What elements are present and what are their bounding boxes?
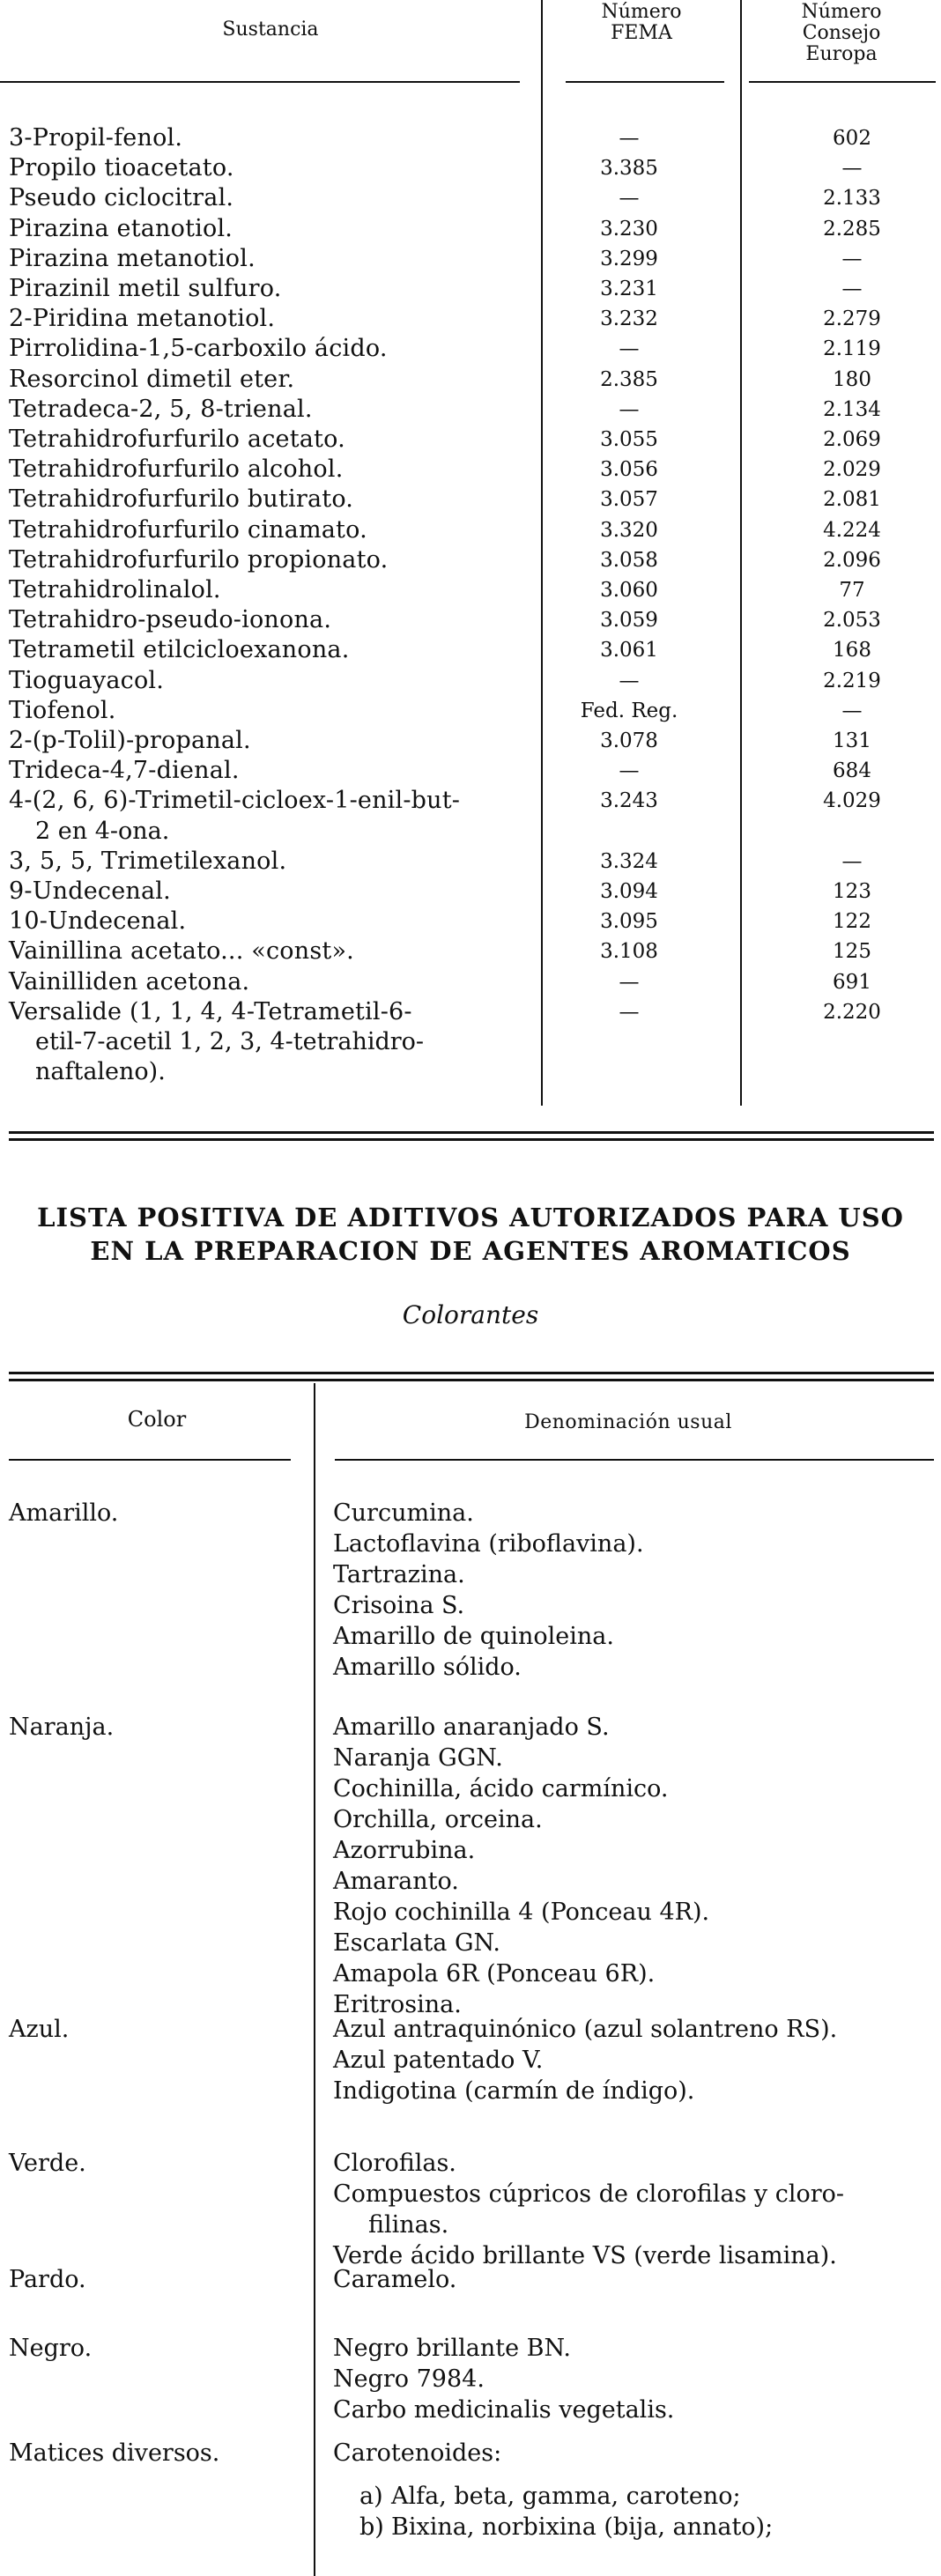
table-row — [0, 786, 941, 845]
table-row — [0, 545, 941, 575]
denomination-item: Naranja GGN. — [333, 1744, 503, 1772]
substance-name: Tetrahidrofurfurilo propionato. — [9, 545, 389, 574]
fema-number: — — [619, 970, 640, 994]
table-row — [0, 515, 941, 545]
denomination-item: Amarillo de quinoleina. — [333, 1623, 614, 1650]
denomination-item: Rojo cochinilla 4 (Ponceau 4R). — [333, 1899, 710, 1926]
table-row — [0, 334, 941, 364]
header-rule — [0, 81, 520, 83]
substance-name: Versalide (1, 1, 4, 4-Tetrametil-6- — [9, 997, 412, 1025]
column-divider — [314, 1383, 315, 2576]
denomination-subitem — [333, 2481, 932, 2512]
consejo-europa-number: 2.134 — [823, 397, 881, 421]
color-name: Verde. — [9, 2150, 86, 2177]
substance-name-continuation: etil-7-acetil 1, 2, 3, 4-tetrahidro- — [35, 1027, 425, 1055]
consejo-europa-number: 2.096 — [823, 548, 881, 572]
consejo-europa-number: 2.220 — [823, 1000, 881, 1024]
fema-number: 3.078 — [600, 729, 658, 752]
substance-name: 10-Undecenal. — [9, 907, 187, 936]
consejo-europa-number: 4.224 — [823, 518, 881, 542]
denomination-item: Orchilla, orceina. — [333, 1806, 543, 1833]
subitem-text: Bixina, norbixina (bija, annato); — [391, 2513, 774, 2541]
fema-number: 3.324 — [600, 849, 658, 873]
substance-name: Pirazina metanotiol. — [9, 244, 256, 272]
fema-number: 3.057 — [600, 488, 658, 512]
table-top-rule — [9, 1372, 934, 1374]
consejo-europa-number: 691 — [833, 970, 871, 994]
fema-number: 3.059 — [600, 609, 658, 633]
substance-name: Propilo tioacetato. — [9, 154, 234, 182]
table-row — [0, 274, 941, 304]
substance-name: 2-(p-Tolil)-propanal. — [9, 727, 251, 754]
table-row — [0, 304, 941, 334]
substance-name: Pseudo ciclocitral. — [9, 184, 234, 212]
fema-number: 3.385 — [600, 157, 658, 181]
fema-number: — — [619, 397, 640, 421]
consejo-europa-number: 2.119 — [823, 337, 881, 361]
fema-number: — — [619, 669, 640, 692]
denomination-item: Negro 7984. — [333, 2365, 485, 2393]
consejo-europa-number: 684 — [833, 759, 871, 783]
fema-number: — — [619, 187, 640, 211]
denomination-list — [333, 2148, 932, 2271]
table-row — [0, 877, 941, 907]
table-row — [0, 907, 941, 936]
section-subtitle: Colorantes — [402, 1300, 539, 1329]
table-row — [0, 485, 941, 514]
fema-number: 3.060 — [600, 579, 658, 602]
header-denominacion: Denominación usual — [524, 1411, 732, 1433]
denomination-item: Verde ácido brillante VS (verde lisamina). — [333, 2242, 837, 2269]
list-title-line-1: LISTA POSITIVA DE ADITIVOS AUTORIZADOS PARA USO — [37, 1203, 904, 1232]
denomination-item: Tartrazina. — [333, 1561, 465, 1588]
header-rule — [749, 81, 936, 83]
fema-number: 3.095 — [600, 910, 658, 934]
consejo-europa-number: — — [841, 278, 863, 300]
denomination-list — [333, 2438, 932, 2543]
consejo-europa-number: 2.285 — [823, 217, 881, 241]
subitem-text: Alfa, beta, gamma, caroteno; — [391, 2483, 741, 2510]
denomination-item: Azorrubina. — [333, 1837, 476, 1864]
consejo-europa-number: — — [841, 247, 863, 270]
fema-number: 3.056 — [600, 458, 658, 482]
table-row — [0, 756, 941, 786]
consejo-europa-number: 122 — [833, 910, 871, 934]
denomination-item: Azul patentado V. — [333, 2047, 544, 2074]
color-name: Azul. — [9, 2016, 70, 2043]
substance-name: Tetrahidrolinalol. — [9, 576, 221, 603]
header-substance: Sustancia — [222, 19, 319, 41]
denomination-item: Azul antraquinónico (azul solantreno RS). — [333, 2016, 838, 2043]
consejo-europa-number: — — [841, 699, 863, 722]
denomination-subitem — [333, 2512, 932, 2543]
substance-name: 9-Undecenal. — [9, 877, 171, 905]
substance-name: Vainillina acetato... «const». — [9, 937, 354, 966]
table-row — [0, 153, 941, 183]
substance-name: Tetradeca-2, 5, 8-trienal. — [9, 395, 313, 423]
consejo-europa-number: 2.053 — [823, 609, 881, 633]
denomination-list — [333, 2264, 932, 2295]
substance-name: Tetrahidrofurfurilo alcohol. — [9, 455, 344, 484]
fema-number: 3.231 — [600, 278, 658, 300]
denomination-item: filinas. — [368, 2211, 449, 2239]
consejo-europa-number: 77 — [839, 579, 865, 602]
denomination-item: Amarillo sólido. — [333, 1654, 522, 1681]
consejo-europa-number: 2.279 — [823, 307, 881, 331]
color-name: Negro. — [9, 2335, 93, 2362]
fema-number: — — [619, 127, 640, 150]
denomination-list — [333, 2333, 932, 2425]
denomination-item: Eritrosina. — [333, 1991, 462, 2018]
consejo-europa-number: 2.133 — [823, 187, 881, 211]
color-name: Matices diversos. — [9, 2439, 220, 2467]
fema-number: 3.243 — [600, 789, 658, 813]
fema-number: — — [619, 337, 640, 361]
denomination-item: Indigotina (carmín de índigo). — [333, 2077, 695, 2105]
table-top-rule — [9, 1379, 934, 1381]
double-rule — [9, 1131, 934, 1134]
consejo-europa-number: 2.219 — [823, 669, 881, 692]
consejo-europa-number: 2.081 — [823, 488, 881, 512]
substance-name: Tetrahidrofurfurilo butirato. — [9, 485, 354, 514]
table-row — [0, 575, 941, 605]
header-rule — [9, 1459, 291, 1461]
color-name: Pardo. — [9, 2266, 86, 2293]
substance-name: Trideca-4,7-dienal. — [9, 757, 240, 785]
table-row — [0, 365, 941, 395]
denomination-item: Clorofilas. — [333, 2150, 456, 2177]
header-fema: Número FEMA — [601, 1, 682, 44]
table-row — [0, 967, 941, 997]
substance-name: 4-(2, 6, 6)-Trimetil-cicloex-1-enil-but- — [9, 787, 461, 815]
consejo-europa-number: 168 — [833, 639, 871, 663]
denomination-list — [333, 2014, 932, 2106]
consejo-europa-number: 4.029 — [823, 789, 881, 813]
consejo-europa-number: 131 — [833, 729, 871, 752]
fema-number: 3.061 — [600, 639, 658, 663]
substances-table — [0, 0, 941, 1141]
consejo-europa-number: 2.029 — [823, 458, 881, 482]
subitem-label: a) — [359, 2483, 383, 2510]
denomination-item: Escarlata GN. — [333, 1929, 501, 1957]
consejo-europa-number: 123 — [833, 880, 871, 903]
denomination-list — [333, 1498, 932, 1683]
table-row — [0, 666, 941, 696]
denomination-item: Carbo medicinalis vegetalis. — [333, 2396, 675, 2424]
table-row — [0, 635, 941, 665]
subitem-label: b) — [359, 2513, 384, 2541]
substance-name: Pirazinil metil sulfuro. — [9, 275, 282, 302]
denomination-item: Compuestos cúpricos de clorofilas y cloro- — [333, 2180, 845, 2208]
header-rule — [335, 1459, 934, 1461]
fema-number: — — [619, 1000, 640, 1024]
substance-name: Tetrahidrofurfurilo acetato. — [9, 426, 345, 453]
denomination-item: Carotenoides: — [333, 2439, 502, 2467]
table-row — [0, 726, 941, 756]
table-row — [0, 425, 941, 455]
denomination-item: Curcumina. — [333, 1499, 474, 1527]
table-row — [0, 214, 941, 244]
consejo-europa-number: 2.069 — [823, 428, 881, 451]
denomination-item: Crisoina S. — [333, 1592, 465, 1619]
substance-name: Tiofenol. — [9, 696, 116, 724]
fema-number: 3.299 — [600, 247, 658, 270]
substance-name: Pirrolidina-1,5-carboxilo ácido. — [9, 335, 388, 363]
fema-number: Fed. Reg. — [580, 699, 678, 722]
denomination-item: Caramelo. — [333, 2266, 457, 2293]
denomination-item: Cochinilla, ácido carmínico. — [333, 1775, 669, 1802]
color-name: Amarillo. — [9, 1499, 119, 1527]
substance-name: Tetrahidrofurfurilo cinamato. — [9, 515, 367, 544]
denomination-item: Amapola 6R (Ponceau 6R). — [333, 1960, 656, 1988]
consejo-europa-number: 602 — [833, 127, 871, 150]
denomination-list — [333, 1712, 932, 2020]
header-color: Color — [127, 1407, 187, 1432]
substance-name-continuation: naftaleno). — [35, 1058, 166, 1086]
table-row — [0, 455, 941, 485]
table-row — [0, 395, 941, 425]
table-row — [0, 847, 941, 877]
fema-number: 3.108 — [600, 940, 658, 964]
denomination-item: Lactoflavina (riboflavina). — [333, 1530, 644, 1558]
substance-name: 3-Propil-fenol. — [9, 124, 183, 152]
table-row — [0, 183, 941, 213]
consejo-europa-number: — — [841, 849, 863, 873]
substance-name: Tioguayacol. — [9, 666, 165, 694]
color-name: Naranja. — [9, 1714, 115, 1741]
fema-number: 3.055 — [600, 428, 658, 451]
table-row — [0, 244, 941, 274]
fema-number: 2.385 — [600, 367, 658, 391]
consejo-europa-number: — — [841, 157, 863, 181]
substance-name: Tetrahidro-pseudo-ionona. — [9, 606, 332, 634]
substance-name: Tetrametil etilcicloexanona. — [9, 636, 350, 664]
denomination-item: Amarillo anaranjado S. — [333, 1714, 610, 1741]
fema-number: — — [619, 759, 640, 783]
table-row — [0, 936, 941, 966]
consejo-europa-number: 125 — [833, 940, 871, 964]
double-rule — [9, 1138, 934, 1141]
substance-name: 2-Piridina metanotiol. — [9, 305, 276, 333]
denomination-item: Negro brillante BN. — [333, 2335, 571, 2362]
substance-name: Resorcinol dimetil eter. — [9, 365, 295, 393]
list-title-line-2: EN LA PREPARACION DE AGENTES AROMATICOS — [90, 1236, 851, 1266]
fema-number: 3.058 — [600, 548, 658, 572]
fema-number: 3.232 — [600, 307, 658, 331]
substance-name: Vainilliden acetona. — [9, 967, 250, 996]
fema-number: 3.230 — [600, 217, 658, 241]
table-row — [0, 123, 941, 153]
table-row — [0, 997, 941, 1086]
table-row — [0, 696, 941, 726]
denomination-item: Amaranto. — [333, 1868, 459, 1895]
substance-name-continuation: 2 en 4-ona. — [35, 817, 170, 845]
table-row — [0, 605, 941, 635]
substance-name: 3, 5, 5, Trimetilexanol. — [9, 847, 287, 875]
fema-number: 3.094 — [600, 880, 658, 903]
substance-name: Pirazina etanotiol. — [9, 214, 233, 242]
header-rule — [566, 81, 724, 83]
consejo-europa-number: 180 — [833, 367, 871, 391]
header-consejo-europa: Número Consejo Europa — [801, 1, 882, 65]
fema-number: 3.320 — [600, 518, 658, 542]
